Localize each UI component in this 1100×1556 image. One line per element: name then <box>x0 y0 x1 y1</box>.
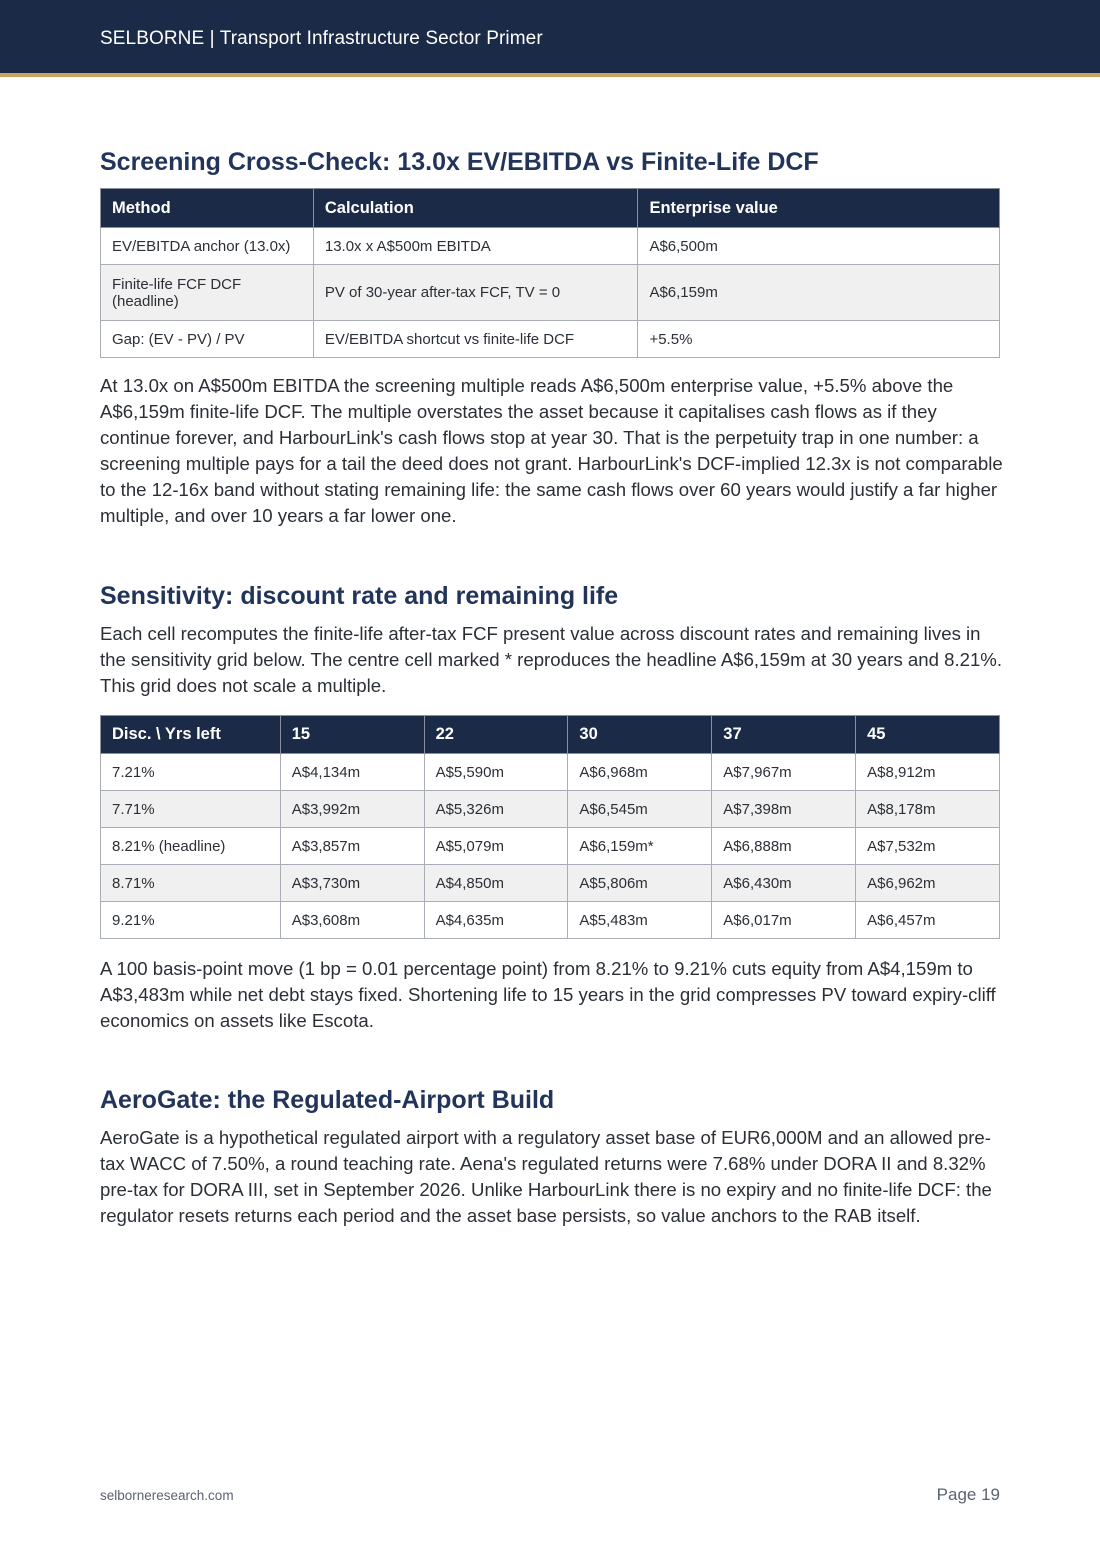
table-cell: A$5,326m <box>424 791 568 828</box>
sensitivity-paragraph: A 100 basis-point move (1 bp = 0.01 percentage point) from 8.21% to 9.21% cuts equity from A$4,159m to A$3,483m while net debt stays fixed. Shortening life to 15 years in the grid compresses PV toward expiry-cliff economics on assets like Escota. <box>100 958 996 1031</box>
column-header: 30 <box>568 716 712 754</box>
column-header: 45 <box>856 716 1000 754</box>
table-cell: A$6,430m <box>712 865 856 902</box>
table-cell: A$5,079m <box>424 828 568 865</box>
table-cell: A$6,457m <box>856 902 1000 939</box>
table-cell: A$5,806m <box>568 865 712 902</box>
table-cell: A$4,635m <box>424 902 568 939</box>
page-number: Page 19 <box>936 1485 1000 1504</box>
table-cell: A$6,159m* <box>568 828 712 865</box>
table-row <box>101 321 1000 358</box>
column-header: Calculation <box>313 189 638 228</box>
table-row <box>101 828 1000 865</box>
sensitivity-intro: Each cell recomputes the finite-life after-tax FCF present value across discount rates and remaining lives in the sensitivity grid below. The centre cell marked * reproduces the headline A$6,159m at 30 years and 8.21%. This grid does not scale a multiple. <box>100 623 1002 696</box>
section-heading-aerogate: AeroGate: the Regulated-Airport Build <box>100 1086 555 1114</box>
aerogate-paragraph: AeroGate is a hypothetical regulated airport with a regulatory asset base of EUR6,000M and an allowed pre-tax WACC of 7.50%, a round teaching rate. Aena's regulated returns were 7.68% under DORA II and 8.32% pre-tax for DORA III, set in September 2026. Unlike HarbourLink there is no expiry and no finite-life DCF: the regulator resets returns each period and the asset base persists, so value anchors to the RAB itself. <box>100 1127 992 1226</box>
table-cell: A$6,545m <box>568 791 712 828</box>
table-cell: A$6,968m <box>568 754 712 791</box>
column-header: Method <box>101 189 314 228</box>
table-cell: 7.21% <box>101 754 281 791</box>
table-cell: A$8,912m <box>856 754 1000 791</box>
table-cell: A$5,590m <box>424 754 568 791</box>
column-header: 37 <box>712 716 856 754</box>
table-cell: 13.0x x A$500m EBITDA <box>313 228 638 265</box>
table-cell: Gap: (EV - PV) / PV <box>101 321 314 358</box>
footer-site: selborneresearch.com <box>100 1488 234 1503</box>
section-heading-sensitivity: Sensitivity: discount rate and remaining life <box>100 582 619 610</box>
table-row <box>101 265 1000 321</box>
header-title: SELBORNE | Transport Infrastructure Sector Primer <box>100 28 543 49</box>
table-cell: A$7,967m <box>712 754 856 791</box>
table-cell: 8.21% (headline) <box>101 828 281 865</box>
table-cell: 8.71% <box>101 865 281 902</box>
table-cell: A$6,888m <box>712 828 856 865</box>
table-cell: EV/EBITDA shortcut vs finite-life DCF <box>313 321 638 358</box>
table-cell: A$3,730m <box>280 865 424 902</box>
section-heading-cross-check: Screening Cross-Check: 13.0x EV/EBITDA vs Finite-Life DCF <box>100 148 819 176</box>
table-cell: A$8,178m <box>856 791 1000 828</box>
table-header-row <box>101 189 1000 228</box>
table-row <box>101 228 1000 265</box>
table-cell: A$6,017m <box>712 902 856 939</box>
cross-check-table <box>100 188 1000 358</box>
table-cell: A$4,850m <box>424 865 568 902</box>
table-cell: 7.71% <box>101 791 281 828</box>
table-header-row <box>101 716 1000 754</box>
table-cell: EV/EBITDA anchor (13.0x) <box>101 228 314 265</box>
table-cell: A$3,857m <box>280 828 424 865</box>
cross-check-paragraph: At 13.0x on A$500m EBITDA the screening multiple reads A$6,500m enterprise value, +5.5% above the A$6,159m finite-life DCF. The multiple overstates the asset because it capitalises cash flows as if they continue forever, and HarbourLink's cash flows stop at year 30. That is the perpetuity trap in one number: a screening multiple pays for a tail the deed does not grant. HarbourLink's DCF-implied 12.3x is not comparable to the 12-16x band without stating remaining life: the same cash flows over 60 years would justify a far higher multiple, and over 10 years a far lower one. <box>100 375 1003 526</box>
page-header <box>0 0 1100 77</box>
table-cell: 9.21% <box>101 902 281 939</box>
column-header: 22 <box>424 716 568 754</box>
table-cell: A$3,992m <box>280 791 424 828</box>
table-cell: A$4,134m <box>280 754 424 791</box>
table-cell: A$3,608m <box>280 902 424 939</box>
table-row <box>101 902 1000 939</box>
table-row <box>101 865 1000 902</box>
table-cell: A$7,532m <box>856 828 1000 865</box>
sensitivity-table <box>100 715 1000 939</box>
table-cell: A$5,483m <box>568 902 712 939</box>
table-row <box>101 754 1000 791</box>
table-cell: A$6,962m <box>856 865 1000 902</box>
table-cell: A$6,159m <box>638 265 1000 321</box>
column-header: Enterprise value <box>638 189 1000 228</box>
table-cell: +5.5% <box>638 321 1000 358</box>
table-cell: A$6,500m <box>638 228 1000 265</box>
table-cell: Finite-life FCF DCF (headline) <box>101 265 314 321</box>
table-cell: A$7,398m <box>712 791 856 828</box>
column-header: 15 <box>280 716 424 754</box>
table-row <box>101 791 1000 828</box>
table-cell: PV of 30-year after-tax FCF, TV = 0 <box>313 265 638 321</box>
column-header: Disc. \ Yrs left <box>101 716 281 754</box>
